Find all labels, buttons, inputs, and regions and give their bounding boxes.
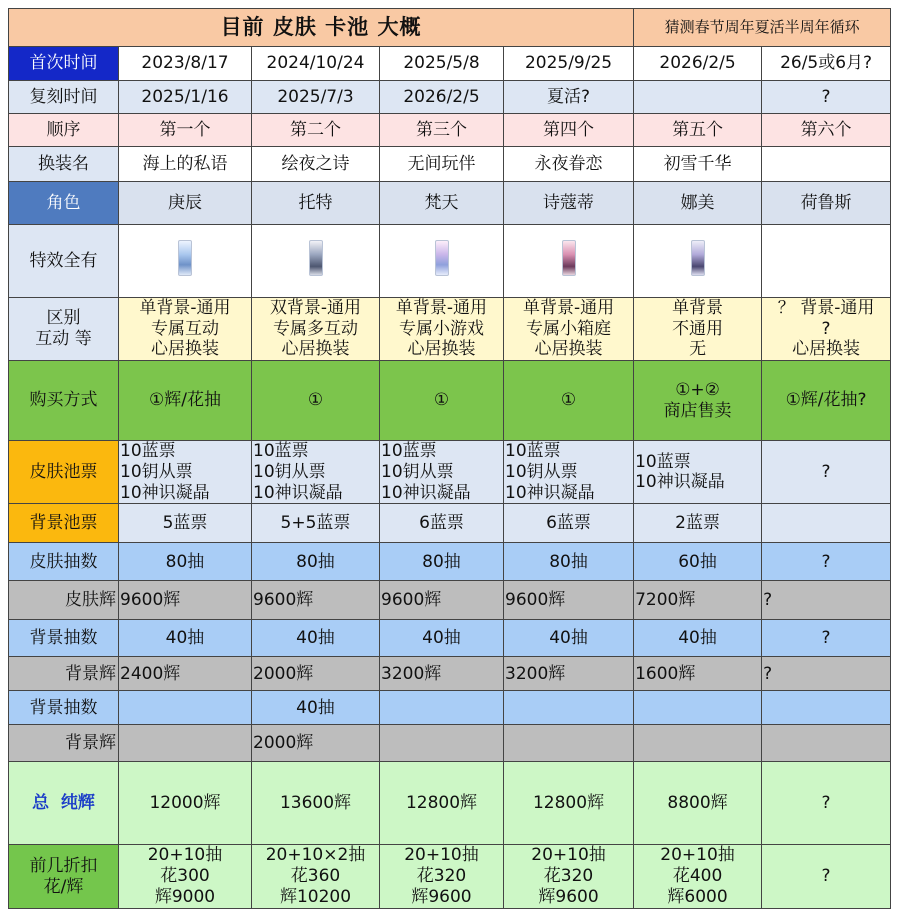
bg-hui-cell: 2000辉 <box>252 657 380 691</box>
bg-pulls-2-row-cell <box>380 691 504 725</box>
row-label: 首次时间 <box>9 47 119 81</box>
purchase-line: ①辉/花抽 <box>149 390 221 411</box>
skin-hui-cell: 9600辉 <box>504 581 634 620</box>
purchase-cell <box>119 361 252 441</box>
skin-hui-cell: ? <box>762 581 891 620</box>
bg-pulls-2-row-cell <box>762 691 891 725</box>
row-label-line: 总 <box>32 793 50 814</box>
row-label: 购买方式 <box>9 361 119 441</box>
difference-line: 心居换装 <box>407 339 476 360</box>
first-time-row-cell: 2024/10/24 <box>252 47 380 81</box>
purchase-cell <box>252 361 380 441</box>
skin-ticket-cell <box>504 441 634 504</box>
difference-cell <box>762 298 891 361</box>
bg-pulls-row-cell: 40抽 <box>504 620 634 657</box>
first-time-row-cell: 2025/9/25 <box>504 47 634 81</box>
first-time-row <box>9 47 891 81</box>
skin-ticket-line: 10蓝票 <box>253 441 309 462</box>
difference-line: 心居换装 <box>281 339 350 360</box>
purchase-row <box>9 361 891 441</box>
skin-ticket-line: 10蓝票 <box>635 451 691 472</box>
difference-line: 专属小游戏 <box>399 318 484 339</box>
total-cell: 12000辉 <box>119 762 252 845</box>
skin-hui-cell: 9600辉 <box>380 581 504 620</box>
skin-pulls-row-cell: 80抽 <box>504 543 634 581</box>
bg-hui-cell: 1600辉 <box>634 657 762 691</box>
skin-ticket-line: 10神识凝晶 <box>381 482 471 503</box>
row-label-line: 区别 <box>46 308 81 329</box>
skin-ticket-line: 10神识凝晶 <box>253 482 343 503</box>
bg-pulls-row-cell: ? <box>762 620 891 657</box>
row-label: 复刻时间 <box>9 81 119 114</box>
row-label-line: 互动 等 <box>35 329 92 350</box>
difference-line: ? <box>821 318 831 339</box>
skin-pulls-row-cell: 60抽 <box>634 543 762 581</box>
rerun-time-row-cell: 2025/7/3 <box>252 81 380 114</box>
effects-cell <box>504 225 634 298</box>
difference-line: 单背景-通用 <box>395 298 488 318</box>
row-label-line: 纯辉 <box>60 793 95 814</box>
order-row-cell: 第六个 <box>762 114 891 147</box>
bg-ticket-row-cell: 6蓝票 <box>380 504 504 543</box>
skin-pulls-row <box>9 543 891 581</box>
first-time-row-cell: 2026/2/5 <box>634 47 762 81</box>
character-row-cell: 荷鲁斯 <box>762 182 891 225</box>
total-cell: 12800辉 <box>504 762 634 845</box>
discount-line: 花320 <box>543 866 594 887</box>
difference-line: 无 <box>689 339 707 360</box>
difference-cell <box>252 298 380 361</box>
bg-hui-cell: 3200辉 <box>504 657 634 691</box>
skin-hui-row <box>9 581 891 620</box>
discount-line: 辉9000 <box>154 886 216 907</box>
difference-line: 专属小箱庭 <box>526 318 612 339</box>
bg-ticket-row <box>9 504 891 543</box>
bg-pulls-row-cell: 40抽 <box>119 620 252 657</box>
bg-hui-2-cell <box>504 725 634 762</box>
character-thumbnail-icon <box>435 240 449 276</box>
skin-pool-table <box>8 8 891 909</box>
effects-cell <box>634 225 762 298</box>
discount-row <box>9 845 891 908</box>
row-label: 换装名 <box>9 147 119 182</box>
order-row-cell: 第四个 <box>504 114 634 147</box>
purchase-cell <box>380 361 504 441</box>
discount-cell <box>380 845 504 908</box>
character-row <box>9 182 891 225</box>
bg-hui-2-cell <box>380 725 504 762</box>
difference-row <box>9 298 891 361</box>
purchase-line: ① <box>307 390 324 411</box>
bg-hui-2-cell <box>634 725 762 762</box>
rerun-time-row <box>9 81 891 114</box>
row-label: 皮肤辉 <box>9 581 119 620</box>
purchase-line: ①辉/花抽? <box>785 390 867 411</box>
purchase-cell <box>634 361 762 441</box>
purchase-cell <box>504 361 634 441</box>
difference-line: 心居换装 <box>792 339 861 360</box>
discount-cell <box>119 845 252 908</box>
title-row <box>9 9 891 47</box>
skin-ticket-line: 10神识凝晶 <box>120 482 210 503</box>
effects-cell <box>380 225 504 298</box>
discount-line: 20+10抽 <box>660 845 735 866</box>
bg-hui-row <box>9 657 891 691</box>
purchase-line: 商店售卖 <box>663 400 732 421</box>
discount-line: 辉9600 <box>538 886 599 907</box>
rerun-time-row-cell: 2025/1/16 <box>119 81 252 114</box>
row-label: 背景抽数 <box>9 620 119 657</box>
order-row-cell: 第三个 <box>380 114 504 147</box>
bg-hui-cell: 2400辉 <box>119 657 252 691</box>
skin-hui-cell: 7200辉 <box>634 581 762 620</box>
effects-cell <box>762 225 891 298</box>
skin-ticket-row <box>9 441 891 504</box>
skin-ticket-line: 10神识凝晶 <box>505 482 595 503</box>
difference-line: 不通用 <box>672 318 724 339</box>
purchase-line: ① <box>433 390 450 411</box>
discount-line: 20+10抽 <box>404 845 479 866</box>
discount-line: 20+10抽 <box>531 845 606 866</box>
bg-pulls-2-row-cell <box>504 691 634 725</box>
order-row-cell: 第一个 <box>119 114 252 147</box>
bg-pulls-row-cell: 40抽 <box>634 620 762 657</box>
outfit-name-row <box>9 147 891 182</box>
discount-line: 辉6000 <box>667 886 728 907</box>
skin-ticket-line: 10蓝票 <box>505 441 561 462</box>
bg-ticket-row-cell: 5蓝票 <box>119 504 252 543</box>
row-label <box>9 845 119 908</box>
guess-note: 猜测春节周年夏活半周年循环 <box>634 9 891 47</box>
discount-cell <box>634 845 762 908</box>
outfit-name-row-cell: 无间玩伴 <box>380 147 504 182</box>
first-time-row-cell: 26/5或6月? <box>762 47 891 81</box>
discount-line: 辉9600 <box>411 886 472 907</box>
effects-cell <box>252 225 380 298</box>
skin-ticket-line: ? <box>821 461 831 482</box>
skin-ticket-line: 10钥从票 <box>120 461 193 482</box>
skin-ticket-cell <box>762 441 891 504</box>
row-label: 背景辉 <box>9 657 119 691</box>
order-row-cell: 第二个 <box>252 114 380 147</box>
character-thumbnail-icon <box>562 240 576 276</box>
row-label: 背景池票 <box>9 504 119 543</box>
discount-line: 20+10×2抽 <box>265 845 366 866</box>
skin-pulls-row-cell: 80抽 <box>380 543 504 581</box>
discount-line: 辉10200 <box>279 886 352 907</box>
bg-hui-2-cell: 2000辉 <box>252 725 380 762</box>
difference-line: 单背景-通用 <box>522 298 615 318</box>
row-label <box>9 298 119 361</box>
label-spacer <box>49 793 61 813</box>
bg-pulls-2-row-cell: 40抽 <box>252 691 380 725</box>
bg-ticket-row-cell <box>762 504 891 543</box>
bg-pulls-2-row-cell <box>634 691 762 725</box>
skin-hui-cell: 9600辉 <box>252 581 380 620</box>
purchase-cell <box>762 361 891 441</box>
bg-hui-2-row <box>9 725 891 762</box>
character-row-cell: 梵天 <box>380 182 504 225</box>
difference-line: 专属互动 <box>151 318 219 339</box>
discount-line: ? <box>821 866 831 887</box>
bg-ticket-row-cell: 5+5蓝票 <box>252 504 380 543</box>
outfit-name-row-cell: 初雪千华 <box>634 147 762 182</box>
outfit-name-row-cell: 海上的私语 <box>119 147 252 182</box>
character-row-cell: 托特 <box>252 182 380 225</box>
bg-hui-cell: ? <box>762 657 891 691</box>
skin-hui-cell: 9600辉 <box>119 581 252 620</box>
skin-ticket-cell <box>380 441 504 504</box>
first-time-row-cell: 2025/5/8 <box>380 47 504 81</box>
bg-pulls-2-row-cell <box>119 691 252 725</box>
bg-pulls-2-row <box>9 691 891 725</box>
difference-line: 心居换装 <box>534 339 603 360</box>
row-label: 皮肤池票 <box>9 441 119 504</box>
row-label: 皮肤抽数 <box>9 543 119 581</box>
row-label-line: 花/辉 <box>43 876 84 897</box>
discount-line: 20+10抽 <box>147 845 223 866</box>
total-row <box>9 762 891 845</box>
skin-ticket-cell <box>119 441 252 504</box>
difference-line: 双背景-通用 <box>269 298 362 318</box>
skin-ticket-line: 10钥从票 <box>253 461 326 482</box>
rerun-time-row-cell: ? <box>762 81 891 114</box>
character-thumbnail-icon <box>178 240 192 276</box>
difference-cell <box>634 298 762 361</box>
bg-hui-2-cell <box>762 725 891 762</box>
difference-line: 心居换装 <box>151 339 219 360</box>
difference-line: 专属多互动 <box>273 318 358 339</box>
bg-ticket-row-cell: 2蓝票 <box>634 504 762 543</box>
character-thumbnail-icon <box>691 240 705 276</box>
discount-cell <box>252 845 380 908</box>
bg-pulls-row <box>9 620 891 657</box>
discount-line: 花320 <box>416 866 467 887</box>
skin-ticket-line: 10蓝票 <box>120 441 176 462</box>
outfit-name-row-cell: 绘夜之诗 <box>252 147 380 182</box>
order-row-cell: 第五个 <box>634 114 762 147</box>
rerun-time-row-cell: 2026/2/5 <box>380 81 504 114</box>
bg-hui-2-cell <box>119 725 252 762</box>
skin-pulls-row-cell: ? <box>762 543 891 581</box>
row-label-line: 前几折扣 <box>29 855 98 876</box>
skin-ticket-cell <box>634 441 762 504</box>
difference-cell <box>504 298 634 361</box>
row-label: 顺序 <box>9 114 119 147</box>
skin-pulls-row-cell: 80抽 <box>119 543 252 581</box>
first-time-row-cell: 2023/8/17 <box>119 47 252 81</box>
skin-ticket-line: 10蓝票 <box>381 441 437 462</box>
total-cell: 13600辉 <box>252 762 380 845</box>
effects-row <box>9 225 891 298</box>
bg-pulls-row-cell: 40抽 <box>380 620 504 657</box>
purchase-line: ① <box>560 390 577 411</box>
outfit-name-row-cell <box>762 147 891 182</box>
discount-cell <box>762 845 891 908</box>
skin-ticket-line: 10神识凝晶 <box>635 472 725 493</box>
row-label: 背景辉 <box>9 725 119 762</box>
character-row-cell: 娜美 <box>634 182 762 225</box>
difference-line: ？ 背景-通用 <box>777 298 875 318</box>
difference-cell <box>380 298 504 361</box>
total-cell: 12800辉 <box>380 762 504 845</box>
bg-hui-cell: 3200辉 <box>380 657 504 691</box>
skin-pulls-row-cell: 80抽 <box>252 543 380 581</box>
discount-line: 花400 <box>672 866 723 887</box>
row-label: 特效全有 <box>9 225 119 298</box>
page-title: 目前 皮肤 卡池 大概 <box>9 9 634 47</box>
skin-ticket-line: 10钥从票 <box>381 461 454 482</box>
character-row-cell: 诗蔻蒂 <box>504 182 634 225</box>
difference-line: 单背景 <box>672 298 724 318</box>
bg-pulls-row-cell: 40抽 <box>252 620 380 657</box>
bg-ticket-row-cell: 6蓝票 <box>504 504 634 543</box>
character-row-cell: 庚辰 <box>119 182 252 225</box>
skin-ticket-line: 10钥从票 <box>505 461 578 482</box>
difference-cell <box>119 298 252 361</box>
row-label: 背景抽数 <box>9 691 119 725</box>
purchase-line: ①+② <box>675 379 720 400</box>
skin-ticket-cell <box>252 441 380 504</box>
effects-cell <box>119 225 252 298</box>
character-thumbnail-icon <box>309 240 323 276</box>
rerun-time-row-cell: 夏活? <box>504 81 634 114</box>
row-label: 角色 <box>9 182 119 225</box>
discount-line: 花300 <box>160 866 210 887</box>
discount-cell <box>504 845 634 908</box>
total-cell: ? <box>762 762 891 845</box>
rerun-time-row-cell <box>634 81 762 114</box>
total-cell: 8800辉 <box>634 762 762 845</box>
order-row <box>9 114 891 147</box>
outfit-name-row-cell: 永夜眷恋 <box>504 147 634 182</box>
difference-line: 单背景-通用 <box>139 298 231 318</box>
row-label <box>9 762 119 845</box>
discount-line: 花360 <box>290 866 341 887</box>
